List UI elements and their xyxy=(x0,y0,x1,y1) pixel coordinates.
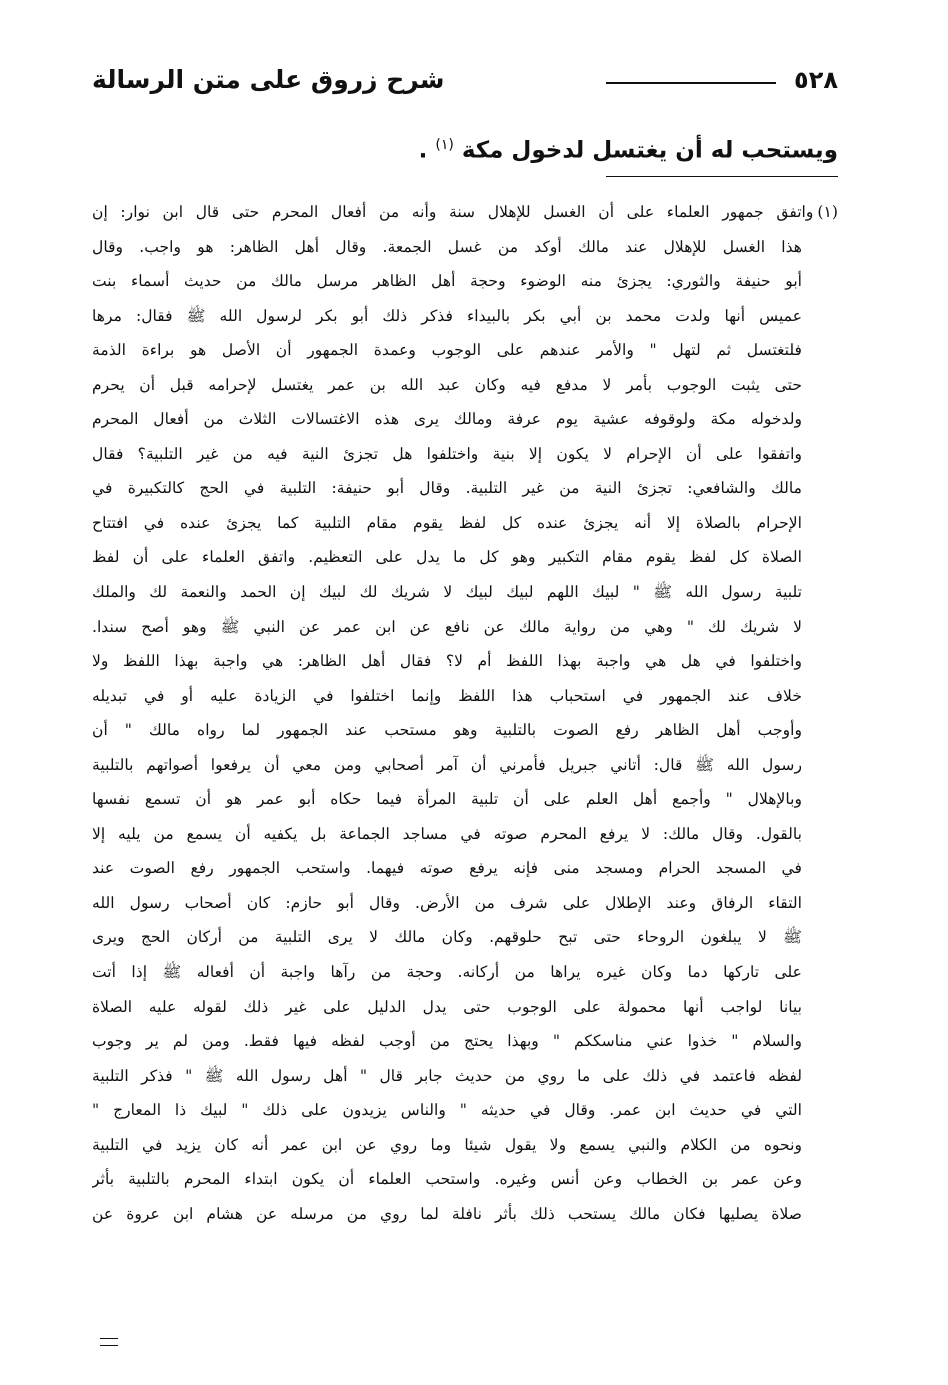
footnote-reference: (١) xyxy=(435,137,454,153)
footnote-line-text: والسلام " خذوا عني مناسككم " وبهذا يحتج من أوجب لفظه فيها فقط. ومن لم ير وجوب xyxy=(92,1032,802,1051)
footnote-line xyxy=(92,1162,838,1197)
footnote-line xyxy=(92,540,838,575)
footnote-line xyxy=(92,230,838,265)
footnote-line xyxy=(92,817,838,852)
footnote-line-text: بالقول. وقال مالك: لا يرفع المحرم صوته في مساجد الجماعة بل يكفيه أن يسمع من يليه إلا xyxy=(92,824,802,843)
footnote-line-text: عميس أنها ولدت محمد بن أبي بكر بالبيداء فذكر ذلك أبو بكر لرسول الله ﷺ فقال: مرها xyxy=(92,306,802,325)
footnote-block xyxy=(92,195,838,1231)
footnote-line xyxy=(92,610,838,645)
footnote-line xyxy=(92,195,838,230)
footnote-line-text: وبالإهلال " وأجمع أهل العلم على أن تلبية المرأة فيما حكاه أبو عمر هو أن تسمع نفسها xyxy=(92,790,802,809)
footnote-line xyxy=(92,886,838,921)
page-header xyxy=(92,62,838,102)
footnote-line xyxy=(92,713,838,748)
footnote-line-text: على تاركها دما وكان غيره يراها من أركانه. وحجة من رآها واجبة أن أفعاله ﷺ إذا أتت xyxy=(92,963,802,982)
footnote-line xyxy=(92,437,838,472)
footnote-line xyxy=(92,402,838,437)
main-text-line: ويستحب له أن يغتسل لدخول مكة xyxy=(461,137,838,164)
footnote-line-text: الصلاة كل لفظ يقوم مقام التكبير وهو كل ما يدل على التعظيم. واتفق العلماء على أن لفظ xyxy=(92,548,802,567)
footnote-line xyxy=(92,748,838,783)
footnote-line xyxy=(92,782,838,817)
footnote-line-text: ولدخوله مكة ولوقوفه عشية يوم عرفة ومالك يرى هذه الاغتسالات الثلاث من أفعال المحرم xyxy=(92,410,802,429)
footnote-line xyxy=(92,990,838,1025)
footnote-line xyxy=(92,299,838,334)
header-rule xyxy=(606,82,776,84)
footnote-line-text: صلاة يصليها فكان مالك يستحب ذلك بأثر نافلة لما روي من مرسله عن هشام ابن عروة عن xyxy=(92,1204,802,1223)
footnote-line-text: وأوجب أهل الظاهر رفع الصوت بالتلبية وهو مستحب عند الجمهور لما رواه مالك " أن xyxy=(92,721,802,740)
footnote-line xyxy=(92,575,838,610)
footnote-line-text: حتى يثبت الوجوب بأمر لا مدفع فيه وكان عبد الله بن عمر يغتسل لإحرامه قبل أن يحرم xyxy=(92,375,802,394)
footnote-line-text: في المسجد الحرام ومسجد منى فإنه يرفع صوته فيهما. واستحب الجمهور رفع الصوت عند xyxy=(92,859,802,878)
footnote-line-text: وعن عمر بن الخطاب وعن أنس وغيره. واستحب العلماء أن يكون ابتداء المحرم بالتلبية بأثر xyxy=(92,1170,802,1189)
footnote-line-text: ونحوه من الكلام والنبي يسمع ولا يقول شيئا وما روي عن ابن عمر أنه كان يزيد في التلبية xyxy=(92,1135,802,1154)
footnote-line xyxy=(92,851,838,886)
footnote-line xyxy=(92,955,838,990)
footnote-line-text: فلتغتسل ثم لتهل " والأمر عندهم على الوجوب وعمدة الجمهور أن الأصل هو براءة الذمة xyxy=(92,341,802,360)
footnote-line xyxy=(92,1128,838,1163)
footnote-line-text: خلاف عند الجمهور في استحباب هذا اللفظ وإنما اختلفوا في الزيادة عليه أو في تبديله xyxy=(92,686,802,705)
footnote-marker: (١) xyxy=(817,203,838,221)
footnote-line-text: الإحرام بالصلاة إلا أنه يجزئ عنده كل لفظ يقوم مقام التلبية كما يجزئ عنده في افتتاح xyxy=(92,513,802,532)
footnote-line-text: مالك والشافعي: تجزئ النية من غير التلبية. وقال أبو حنيفة: التلبية في الحج كالتكبيرة في xyxy=(92,479,802,498)
footnote-line-text: ﷺ لا يبلغون الروحاء حتى تبح حلوقهم. وكان مالك لا يرى التلبية من أركان الحج ويرى xyxy=(92,928,802,947)
footnote-line-text: واختلفوا في هل هي واجبة بهذا اللفظ أم لا؟ فقال أهل الظاهر: هي واجبة بهذا اللفظ ولا xyxy=(92,652,802,671)
main-text-period: . xyxy=(418,137,428,164)
continuation-mark xyxy=(100,1338,118,1346)
footnote-line xyxy=(92,644,838,679)
footnote-line-text: لا شريك لك " وهي من رواية مالك عن نافع عن ابن عمر عن النبي ﷺ وهو أصح سندا. xyxy=(92,617,802,636)
footnote-line xyxy=(92,333,838,368)
footnote-line-text: هذا الغسل للإهلال عند مالك أوكد من غسل الجمعة. وقال أهل الظاهر: هو واجب. وقال xyxy=(92,237,802,256)
footnote-line-text: بيانا لواجب أنها محمولة على الوجوب حتى يدل الدليل على غير ذلك لقوله عليه الصلاة xyxy=(92,997,802,1016)
footnote-line-text: واتفق جمهور العلماء على أن الغسل للإهلال سنة وأنه من أفعال المحرم حتى قال ابن نوار: إن xyxy=(92,203,814,221)
footnote-line xyxy=(92,264,838,299)
footnote-line-text: واتفقوا على أن الإحرام لا يكون إلا بنية واختلفوا هل تجزئ النية فيه من غير التلبية؟ فقال xyxy=(92,444,802,463)
footnote-line xyxy=(92,368,838,403)
footnote-line xyxy=(92,920,838,955)
footnote-line xyxy=(92,679,838,714)
footnote-line xyxy=(92,506,838,541)
footnote-line xyxy=(92,1059,838,1094)
footnote-line-text: التي في حديث ابن عمر. وقال في حديثه " والناس يزيدون على ذلك " لبيك ذا المعارج " xyxy=(92,1101,802,1120)
footnote-line-text: رسول الله ﷺ قال: أتاني جبريل فأمرني أن آمر أصحابي ومن معي أن يرفعوا أصواتهم بالتلبية xyxy=(92,755,802,774)
footnote-separator xyxy=(606,176,838,177)
footnote-line xyxy=(92,1197,838,1232)
footnote-line xyxy=(92,1093,838,1128)
footnote-line-text: التقاء الرفاق وعند الإطلال على شرف من الأرض. وقال أبو حازم: كان أصحاب رسول الله xyxy=(92,893,802,912)
book-title: شرح زروق على متن الرسالة xyxy=(92,65,445,94)
page-number: ٥٢٨ xyxy=(794,66,838,94)
footnote-line xyxy=(92,1024,838,1059)
footnote-line-text: تلبية رسول الله ﷺ " لبيك اللهم لبيك لبيك لا شريك لك لبيك إن الحمد والنعمة لك والملك xyxy=(92,583,802,602)
footnote-line-text: لفظه فاعتمد في ذلك على ما روي من حديث جابر قال " أهل رسول الله ﷺ " فذكر التلبية xyxy=(92,1066,802,1085)
footnote-line xyxy=(92,471,838,506)
footnote-line-text: أبو حنيفة والثوري: يجزئ منه الوضوء وحجة أهل الظاهر مرسل مالك من حديث أسماء بنت xyxy=(92,272,802,291)
main-text xyxy=(92,125,838,171)
